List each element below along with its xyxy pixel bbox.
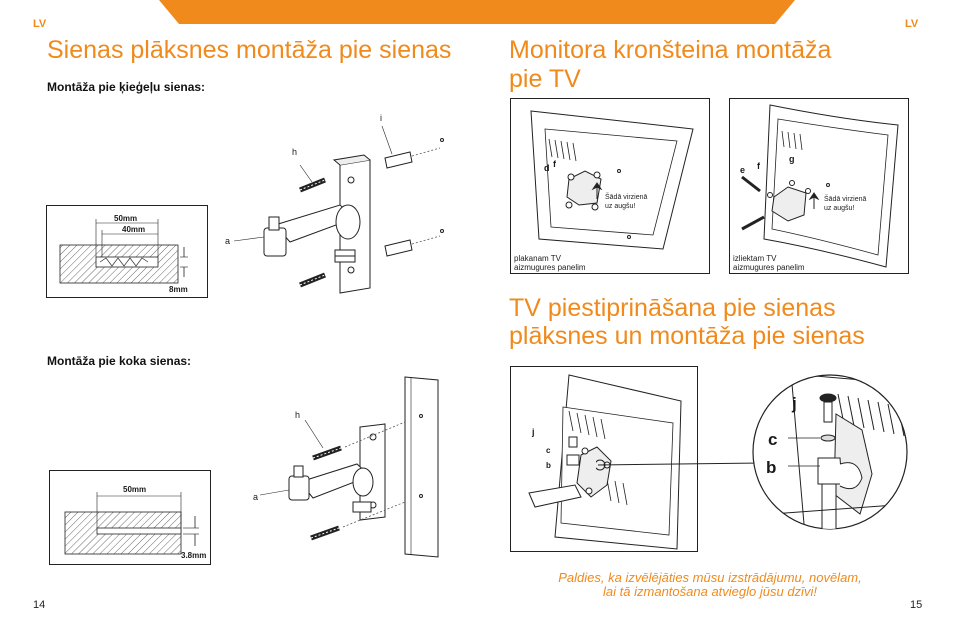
brick-dim-40mm: 40mm (122, 225, 146, 234)
curved-caption-line1: izliektam TV (733, 254, 777, 263)
label-h-wood: h (295, 410, 301, 420)
brick-wall-mount-illustration (220, 110, 460, 310)
wood-dim-50mm: 50mm (123, 485, 147, 494)
flat-direction-line2: uz augšu! (605, 203, 636, 210)
flat-caption-line2: aizmugures panelim (514, 263, 586, 272)
curved-panel-diagram (729, 98, 909, 274)
label-b-zoom: b (766, 458, 777, 477)
label-g-curved: g (789, 154, 795, 164)
label-j-small: j (532, 427, 535, 437)
label-i-brick: i (380, 113, 382, 123)
language-label-right: LV (905, 18, 919, 30)
flat-direction-line1: Šādā virzienā (605, 194, 648, 201)
zoom-connector-line (596, 445, 766, 475)
flat-panel-diagram (510, 98, 710, 274)
curved-direction-line2: uz augšu! (824, 205, 855, 212)
wood-dim-3-8mm: 3.8mm (181, 551, 207, 560)
label-f-flat: f (553, 159, 556, 169)
thanks-line2: lai tā izmantošana atvieglo jūsu dzīvi! (603, 584, 817, 599)
flat-caption-line1: plakanam TV (514, 254, 561, 263)
label-e-curved: e (740, 165, 746, 175)
label-c-zoom: c (768, 430, 778, 449)
zoom-label-leaders (788, 434, 828, 474)
label-d-flat: d (544, 163, 550, 173)
thanks-line1: Paldies, ka izvēlējāties mūsu izstrādājumu, novēlam, (558, 570, 862, 585)
label-c-small: c (546, 446, 551, 455)
page-number-left: 14 (33, 599, 46, 611)
right-section2-title-line1: TV piestiprināšana pie sienas (509, 294, 836, 322)
label-a-wood: a (253, 492, 259, 502)
label-f-curved: f (757, 161, 760, 171)
right-page-title-line2: pie TV (509, 65, 581, 93)
right-section2-title-line2: plāksnes un montāža pie sienas (509, 322, 865, 350)
label-b-small: b (546, 461, 551, 470)
right-page-title-line1: Monitora kronšteina montāža (509, 36, 832, 64)
wood-wall-mount-illustration (245, 372, 445, 562)
brick-dim-50mm: 50mm (114, 214, 138, 223)
left-page-title: Sienas plāksnes montāža pie sienas (47, 36, 452, 64)
brick-dim-8mm: 8mm (169, 285, 188, 294)
label-j-zoom: j (792, 394, 797, 413)
label-a-brick: a (225, 236, 231, 246)
curved-direction-line1: Šādā virzienā (824, 196, 867, 203)
tv-attachment-zoom-circle (752, 374, 908, 530)
brick-wall-heading: Montāža pie ķieģeļu sienas: (47, 80, 206, 94)
label-h-brick: h (292, 147, 298, 157)
header-bar (159, 0, 795, 24)
wood-wall-heading: Montāža pie koka sienas: (47, 354, 192, 368)
brick-wall-section-diagram (46, 205, 208, 298)
wood-wall-section-diagram (49, 470, 211, 565)
language-label-left: LV (33, 18, 47, 30)
curved-caption-line2: aizmugures panelim (733, 263, 805, 272)
page-number-right: 15 (910, 599, 923, 611)
